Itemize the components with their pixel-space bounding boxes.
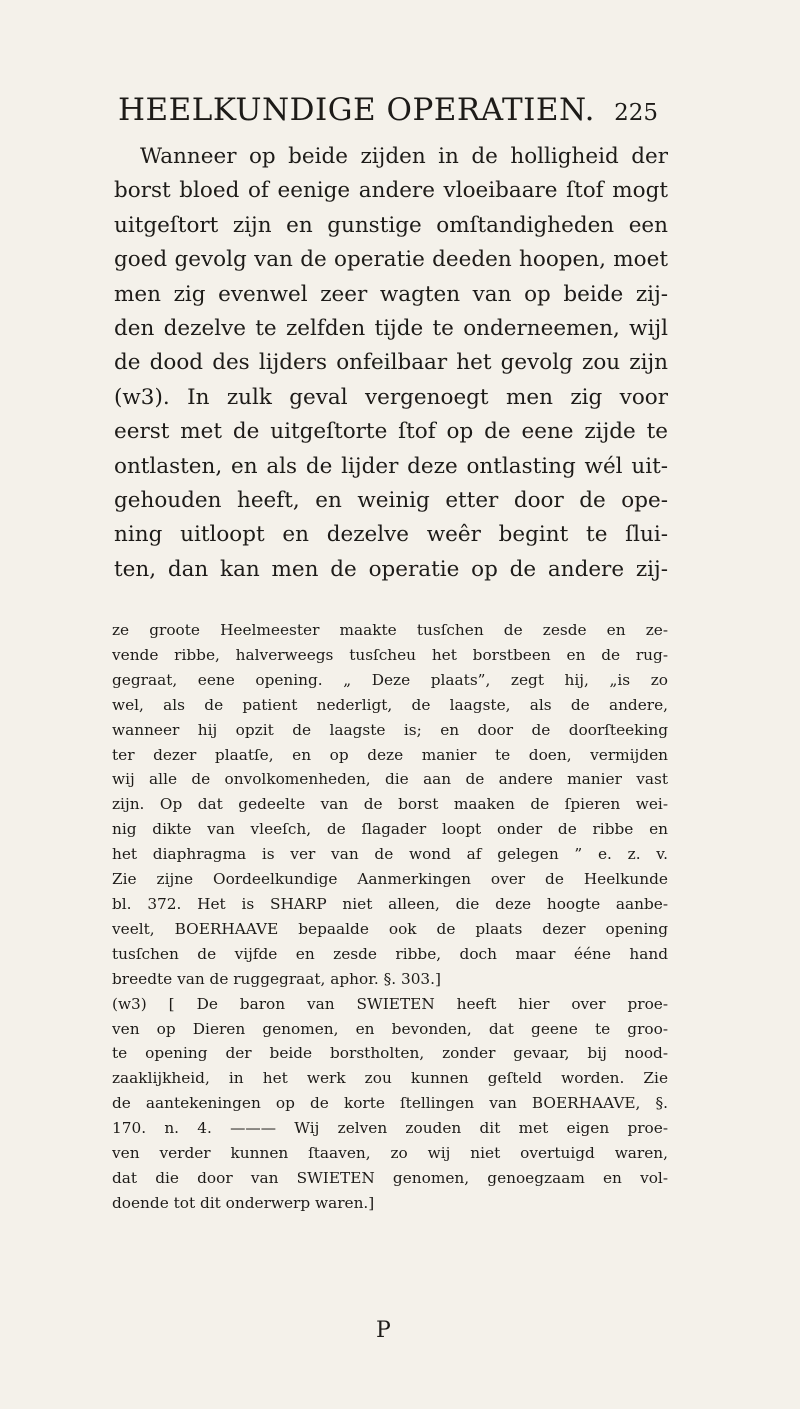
note-line: dat die door van SWIETEN genomen, genoegzaam en vol- bbox=[112, 1168, 668, 1187]
text-line: gehouden heeft, en weinig etter door de ope- bbox=[114, 488, 668, 514]
note-line: wel, als de patient nederligt, de laagste, als de andere, bbox=[112, 695, 668, 714]
text-line: goed gevolg van de operatie deeden hoopen, moet bbox=[114, 247, 668, 273]
text-line: ten, dan kan men de operatie op de andere zij- bbox=[114, 556, 668, 582]
note-line: doende tot dit onderwerp waren.] bbox=[112, 1193, 375, 1212]
note-line: ven verder kunnen ſtaaven, zo wij niet overtuigd waren, bbox=[112, 1144, 668, 1163]
note-line: bl. 372. Het is SHARP niet alleen, die deze hoogte aanbe- bbox=[112, 894, 668, 913]
footnotes bbox=[112, 618, 668, 1216]
note-line: breedte van de ruggegraat, aphor. §. 303.] bbox=[112, 969, 441, 988]
note-line: tusſchen de vijfde en zesde ribbe, doch maar ééne hand bbox=[112, 944, 668, 963]
note-line: zijn. Op dat gedeelte van de borst maaken de ſpieren wei- bbox=[112, 795, 668, 814]
note-line: ze groote Heelmeester maakte tusſchen de zesde en ze- bbox=[112, 621, 668, 639]
running-title: HEELKUNDIGE OPERATIEN. bbox=[118, 92, 596, 128]
note-line: nig dikte van vleeſch, de ſlagader loopt onder de ribbe en bbox=[112, 820, 668, 839]
text-line: eerst met de uitgeſtorte ſtof op de eene zijde te bbox=[114, 419, 668, 445]
text-line: (w3). In zulk geval vergenoegt men zig voor bbox=[114, 384, 668, 410]
note-line: zaaklijkheid, in het werk zou kunnen geſteld worden. Zie bbox=[112, 1069, 668, 1088]
note-line: ter dezer plaatſe, en op deze manier te doen, vermijden bbox=[112, 745, 668, 764]
note-line: gegraat, eene opening. „ Deze plaats”, zegt hij, „is zo bbox=[112, 670, 668, 689]
text-line: ontlasten, en als de lijder deze ontlasting wél uit- bbox=[114, 453, 668, 479]
text-line: den dezelve te zelfden tijde te onderneemen, wijl bbox=[114, 316, 668, 342]
note-line: de aantekeningen op de korte ſtellingen van BOERHAAVE, §. bbox=[112, 1094, 668, 1113]
note-line: te opening der beide borstholten, zonder gevaar, bij nood- bbox=[112, 1044, 668, 1063]
note-line: vende ribbe, halverweegs tusſcheu het borstbeen en de rug- bbox=[112, 645, 668, 664]
note-line: wanneer hij opzit de laagste is; en door de doorſteeking bbox=[112, 720, 668, 739]
page-number: 225 bbox=[614, 100, 658, 126]
note-line: veelt, BOERHAAVE bepaalde ook de plaats dezer opening bbox=[112, 919, 668, 938]
note-line: (w3) [ De baron van SWIETEN heeft hier over proe- bbox=[112, 994, 668, 1013]
note-line: ven op Dieren genomen, en bevonden, dat geene te groo- bbox=[112, 1019, 668, 1038]
note-line: het diaphragma is ver van de wond af gelegen ” e. z. v. bbox=[112, 845, 668, 864]
text-line: borst bloed of eenige andere vloeibaare ſtof mogt bbox=[114, 178, 668, 204]
signature-mark: P bbox=[376, 1318, 391, 1343]
note-line: 170. n. 4. ——— Wij zelven zouden dit met eigen proe- bbox=[112, 1119, 668, 1138]
main-text bbox=[114, 140, 668, 587]
note-line: Zie zijne Oordeelkundige Aanmerkingen over de Heelkunde bbox=[112, 870, 668, 889]
running-header bbox=[118, 92, 658, 128]
text-line: ning uitloopt en dezelve weêr begint te ſlui- bbox=[114, 522, 668, 548]
text-line: uitgeſtort zijn en gunstige omſtandigheden een bbox=[114, 212, 668, 238]
note-line: wij alle de onvolkomenheden, die aan de andere manier vast bbox=[112, 770, 668, 789]
text-line: Wanneer op beide zijden in de holligheid der bbox=[140, 144, 668, 169]
text-line: men zig evenwel zeer wagten van op beide zij- bbox=[114, 281, 668, 307]
text-line: de dood des lijders onfeilbaar het gevolg zou zijn bbox=[114, 350, 668, 376]
